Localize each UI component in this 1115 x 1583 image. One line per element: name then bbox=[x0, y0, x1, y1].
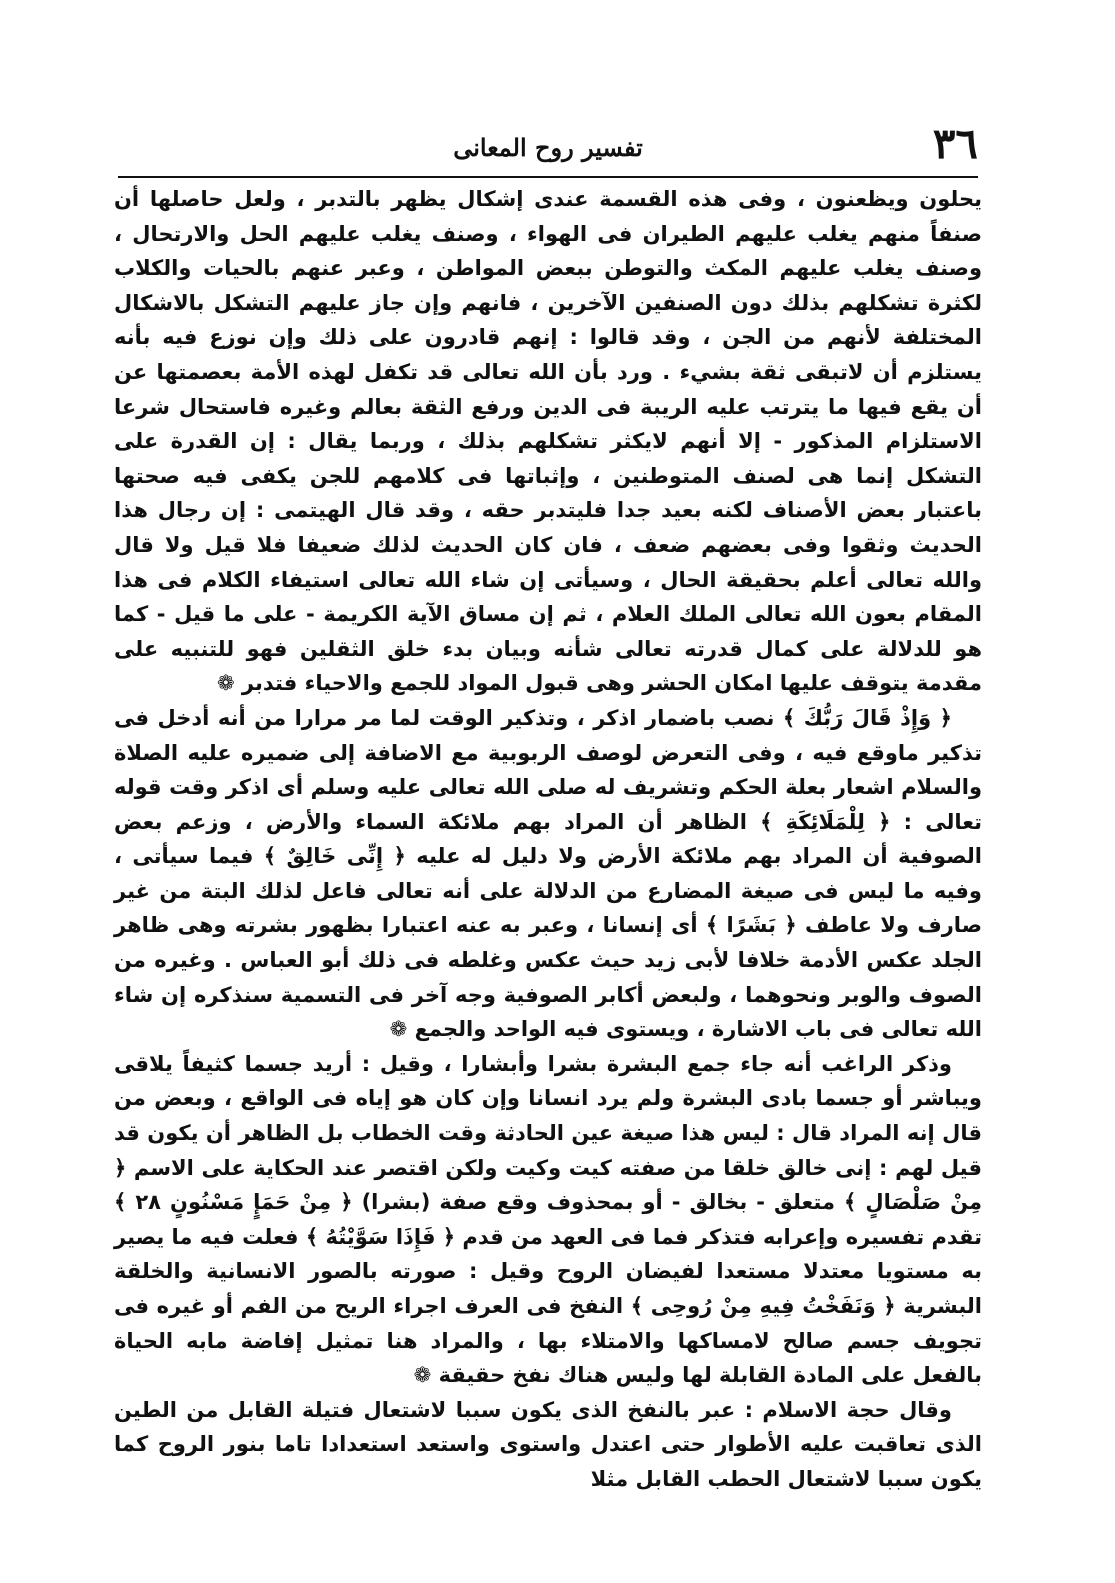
body-text bbox=[114, 182, 982, 1497]
page-header bbox=[118, 118, 978, 174]
paragraph: وذكر الراغب أنه جاء جمع البشرة بشرا وأبشارا ، وقيل : أريد جسما كثيفاً يلاقى ويباشر أو جسما بادى البشرة ولم يرد انسانا وإن كان هو إياه فى الواقع ، وبعض من قال إنه المراد قال : ليس هذا صيغة عين الحادثة وقت الخطاب بل الظاهر أن يكون قد قيل لهم : إنى خالق خلقا من صفته كيت وكيت ولكن اقتصر عند الحكاية على الاسم ﴿ مِنْ صَلْصَالٍ ﴾ متعلق - بخالق - أو بمحذوف وقع صفة (بشرا) ﴿ مِنْ حَمَإٍ مَسْنُونٍ ٢٨ ﴾ تقدم تفسيره وإعرابه فتذكر فما فى العهد من قدم ﴿ فَإِذَا سَوَّيْتُهُ ﴾ فعلت فيه ما يصير به مستويا معتدلا مستعدا لفيضان الروح وقيل : صورته بالصور الانسانية والخلقة البشرية ﴿ وَنَفَخْتُ فِيهِ مِنْ رُوحِى ﴾ النفخ فى العرف اجراء الريح من الفم أو غيره فى تجويف جسم صالح لامساكها والامتلاء بها ، والمراد هنا تمثيل إفاضة مابه الحياة بالفعل على المادة القابلة لها وليس هناك نفخ حقيقة ❁ bbox=[114, 1051, 982, 1388]
paragraph: ﴿ وَإِذْ قَالَ رَبُّكَ ﴾ نصب باضمار اذكر ، وتذكير الوقت لما مر مرارا من أنه أدخل فى تذكير ماوقع فيه ، وفى التعرض لوصف الربوبية مع الاضافة إلى ضميره عليه الصلاة والسلام اشعار بعلة الحكم وتشريف له صلى الله تعالى عليه وسلم أى اذكر وقت قوله تعالى : ﴿ لِلْمَلَائِكَةِ ﴾ الظاهر أن المراد بهم ملائكة السماء والأرض ، وزعم بعض الصوفية أن المراد بهم ملائكة الأرض ولا دليل له عليه ﴿ إِنِّى خَالِقٌ ﴾ فيما سيأتى ، وفيه ما ليس فى صيغة المضارع من الدلالة على أنه تعالى فاعل لذلك البتة من غير صارف ولا عاطف ﴿ بَشَرًا ﴾ أى إنسانا ، وعبر به عنه اعتبارا بظهور بشرته وهى ظاهر الجلد عكس الأدمة خلافا لأبى زيد حيث عكس وغلطه فى ذلك أبو العباس . وغيره من الصوف والوبر ونحوهما ، ولبعض أكابر الصوفية وجه آخر فى التسمية سنذكره إن شاء الله تعالى فى باب الاشارة ، ويستوى فيه الواحد والجمع ❁ bbox=[114, 705, 982, 1042]
header-rule bbox=[118, 176, 978, 178]
page-number: ٣٦ bbox=[932, 119, 978, 168]
paragraph: يحلون ويظعنون ، وفى هذه القسمة عندى إشكال يظهر بالتدبر ، ولعل حاصلها أن صنفاً منهم يغلب عليهم الطيران فى الهواء ، وصنف يغلب عليهم الحل والارتحال ، وصنف يغلب عليهم المكث والتوطن ببعض المواطن ، وعبر عنهم بالحيات والكلاب لكثرة تشكلهم بذلك دون الصنفين الآخرين ، فانهم وإن جاز عليهم التشكل بالاشكال المختلفة لأنهم من الجن ، وقد قالوا : إنهم قادرون على ذلك وإن نوزع فيه بأنه يستلزم أن لاتبقى ثقة بشيء . ورد بأن الله تعالى قد تكفل لهذه الأمة بعصمتها عن أن يقع فيها ما يترتب عليه الريبة فى الدين ورفع الثقة بعالم وغيره فاستحال شرعا الاستلزام المذكور - إلا أنهم لايكثر تشكلهم بذلك ، وربما يقال : إن القدرة على التشكل إنما هى لصنف المتوطنين ، وإثباتها فى كلامهم للجن يكفى فيه صحتها باعتبار بعض الأصناف لكنه بعيد جدا فليتدبر حقه ، وقد قال الهيتمى : إن رجال هذا الحديث وثقوا وفى بعضهم ضعف ، فان كان الحديث لذلك ضعيفا فلا قيل ولا قال والله تعالى أعلم بحقيقة الحال ، وسيأتى إن شاء الله تعالى استيفاء الكلام فى هذا المقام بعون الله تعالى الملك العلام ، ثم إن مساق الآية الكريمة - على ما قيل - كما هو للدلالة على كمال قدرته تعالى شأنه وبيان بدء خلق الثقلين فهو للتنبيه على مقدمة يتوقف عليها امكان الحشر وهى قبول المواد للجمع والاحياء فتدبر ❁ bbox=[114, 187, 982, 696]
paragraph: وقال حجة الاسلام : عبر بالنفخ الذى يكون سببا لاشتعال فتيلة القابل من الطين الذى تعاقبت عليه الأطوار حتى اعتدل واستوى واستعد استعدادا تاما بنور الروح كما يكون سببا لاشتعال الحطب القابل مثلا bbox=[114, 1397, 982, 1491]
running-title: تفسير روح المعانى bbox=[453, 133, 643, 162]
